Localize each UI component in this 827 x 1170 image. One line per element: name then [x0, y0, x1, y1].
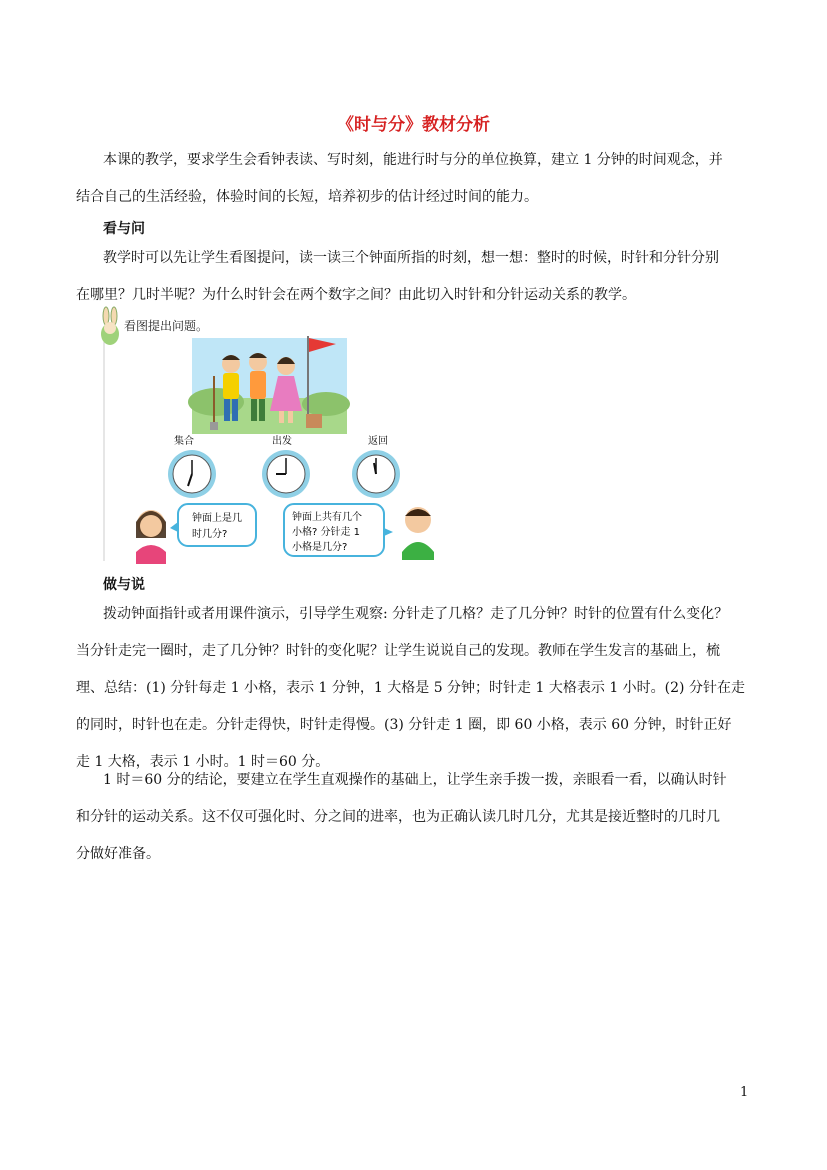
rabbit-icon: [101, 307, 119, 345]
conclusion-line-3: 分做好准备。: [76, 846, 160, 862]
clock-label-depart: 出发: [272, 436, 292, 447]
document-title: 《时与分》教材分析: [337, 115, 490, 135]
clock-label-gather: 集合: [174, 436, 194, 447]
girl-avatar: [136, 510, 166, 564]
children-scene: [188, 336, 350, 434]
section2-line-1: 拨动钟面指针或者用课件演示，引导学生观察: 分针走了几格？走了几分钟？时针的位置有什么变化？: [103, 606, 729, 622]
section-heading-look-ask: 看与问: [103, 221, 145, 237]
speech-bubble-left: [170, 504, 256, 546]
textbook-illustration: [96, 306, 456, 566]
conclusion-line-1: 1 时＝60 分的结论，要建立在学生直观操作的基础上，让学生亲手拨一拨，亲眼看一看，以确认时针: [103, 772, 727, 788]
figure-prompt: 看图提出问题。: [124, 319, 209, 333]
clock-label-return: 返回: [368, 436, 388, 447]
bubble-right-line-2: 小格? 分针走 1: [292, 527, 361, 538]
section1-line-1: 教学时可以先让学生看图提问，读一读三个钟面所指的时刻，想一想：整时的时候，时针和分针分别: [103, 250, 719, 266]
section2-line-4: 的同时，时针也在走。分针走得快，时针走得慢。(3) 分针走 1 圈，即 60 小格，表示 60 分钟，时针正好: [76, 717, 732, 733]
speech-bubble-right: [284, 504, 393, 556]
page-number: 1: [740, 1085, 749, 1100]
boy-avatar: [402, 507, 434, 560]
bubble-right-line-1: 钟面上共有几个: [292, 512, 362, 523]
section2-line-3: 理、总结：(1) 分针每走 1 小格，表示 1 分钟，1 大格是 5 分钟；时针走 1 大格表示 1 小时。(2) 分针在走: [76, 680, 745, 696]
section1-paragraph: [76, 240, 755, 314]
intro-line-1: 本课的教学，要求学生会看钟表读、写时刻，能进行时与分的单位换算，建立 1 分钟的时间观念，并: [103, 152, 723, 168]
section2-line-5: 走 1 大格，表示 1 小时。1 时＝60 分。: [76, 754, 330, 770]
clock-return: [352, 435, 400, 498]
section2-paragraph: [76, 596, 755, 781]
conclusion-line-2: 和分针的运动关系。这不仅可强化时、分之间的进率，也为正确认读几时几分，尤其是接近整时的几时几: [76, 809, 720, 825]
section-heading-do-say: 做与说: [103, 577, 145, 593]
illustration-svg: [96, 306, 456, 566]
clock-departure: [262, 434, 310, 498]
intro-paragraph: [76, 142, 755, 216]
bubble-left-line-2: 时几分?: [192, 529, 228, 540]
clock-gathering: [168, 434, 216, 498]
section2-line-2: 当分针走完一圈时，走了几分钟？时针的变化呢？让学生说说自己的发现。教师在学生发言的基础上，梳: [76, 643, 720, 659]
section1-line-2: 在哪里？几时半呢？为什么时针会在两个数字之间？由此切入时针和分针运动关系的教学。: [76, 287, 636, 303]
bubble-left-line-1: 钟面上是几: [192, 513, 242, 524]
intro-line-2: 结合自己的生活经验，体验时间的长短，培养初步的估计经过时间的能力。: [76, 189, 538, 205]
bubble-right-line-3: 小格是几分?: [292, 542, 348, 553]
